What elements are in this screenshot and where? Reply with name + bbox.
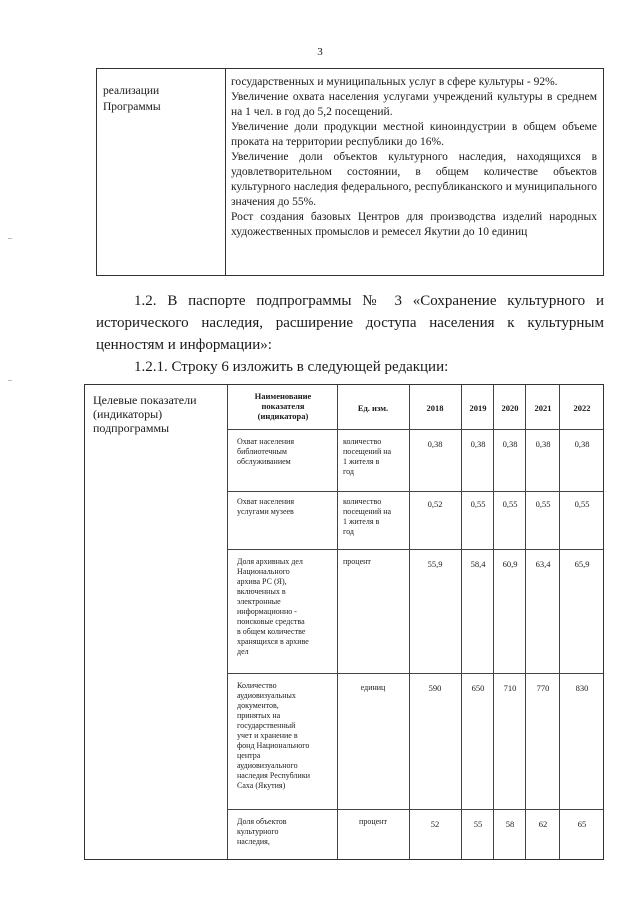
cell-line: процент: [343, 557, 371, 566]
row-2-2020: 0,55: [502, 499, 518, 509]
top-table-left-label: [103, 83, 161, 115]
row-divider: [227, 809, 603, 810]
result-paragraph: Увеличение доли объектов культурного наследия, находящихся в удовлетворительном состоянии, в общем количестве объектов культурного наследия федерального, республиканского и муниципального значения до 55%.: [231, 151, 597, 208]
header-indicator: [233, 391, 333, 421]
cell-line: Количество: [237, 681, 277, 690]
cell-line: Саха (Якутия): [237, 781, 286, 790]
cell-line: библиотечным: [237, 447, 287, 456]
row-divider: [227, 549, 603, 550]
header-year-2022: 2022: [573, 403, 591, 413]
cell-line: аудиовизуального: [237, 761, 298, 770]
row-3-2018: 55,9: [427, 559, 443, 569]
col-divider: [461, 385, 462, 859]
paragraph-1-2-text: 1.2. В паспорте подпрограммы № 3 «Сохранение культурного и исторического наследия, расширение доступа населения к культурным ценностям и информации»:: [96, 293, 604, 353]
goal-label: [93, 393, 197, 435]
cell-line: количество: [343, 497, 382, 506]
header-year-2021: 2021: [534, 403, 552, 413]
row-2-name: [237, 497, 333, 517]
cell-line: наследия Республики: [237, 771, 310, 780]
cell-line: электронные: [237, 597, 281, 606]
cell-line: обслуживанием: [237, 457, 291, 466]
row-1-2018: 0,38: [427, 439, 443, 449]
cell-line: услугами музеев: [237, 507, 294, 516]
row-5-2022: 65: [577, 819, 587, 829]
paragraph-1-2: [96, 290, 604, 356]
col-divider: [559, 385, 560, 859]
row-divider: [227, 429, 603, 430]
cell-line: Доля архивных дел: [237, 557, 303, 566]
cell-line: наследия,: [237, 837, 270, 846]
cell-line: документов,: [237, 701, 279, 710]
row-4-name: [237, 681, 335, 791]
goal-label-line: подпрограммы: [93, 421, 170, 435]
top-table-right-text: [231, 75, 597, 240]
cell-line: центра: [237, 751, 261, 760]
row-3-name: [237, 557, 335, 657]
cell-line: поисковые средства: [237, 617, 305, 626]
row-5-unit: [339, 817, 407, 827]
cell-line: Национального: [237, 567, 290, 576]
row-5-name: [237, 817, 335, 847]
margin-mark: [8, 238, 12, 239]
row-5-2019: 55: [473, 819, 483, 829]
col-divider: [493, 385, 494, 859]
result-paragraph: Рост создания базовых Центров для производства изделий народных художественных промыслов и ремесел Якутии до 10 единиц: [231, 211, 597, 238]
cell-line: единиц: [360, 683, 386, 692]
header-year-2020: 2020: [501, 403, 519, 413]
row-2-2021: 0,55: [535, 499, 551, 509]
cell-line: Охват населения: [237, 497, 295, 506]
cell-line: культурного: [237, 827, 279, 836]
cell-line: в общем количестве: [237, 627, 306, 636]
row-3-2022: 65,9: [574, 559, 590, 569]
row-3-2021: 63,4: [535, 559, 551, 569]
row-1-2021: 0,38: [535, 439, 551, 449]
row-2-2018: 0,52: [427, 499, 443, 509]
row-4-2018: 590: [428, 683, 442, 693]
row-2-2019: 0,55: [470, 499, 486, 509]
row-5-2020: 58: [505, 819, 515, 829]
cell-line: 1 жителя в: [343, 517, 380, 526]
row-4-2021: 770: [536, 683, 550, 693]
row-1-unit: [343, 437, 407, 477]
margin-mark: [8, 380, 12, 381]
cell-line: учет и хранение в: [237, 731, 298, 740]
row-3-2019: 58,4: [470, 559, 486, 569]
row-1-2019: 0,38: [470, 439, 486, 449]
cell-line: посещений на: [343, 447, 392, 456]
cell-line: количество: [343, 437, 382, 446]
cell-line: государственный: [237, 721, 296, 730]
header-unit: Ед. изм.: [357, 403, 389, 413]
header-line: (индикатора): [257, 411, 309, 421]
cell-line: аудиовизуальных: [237, 691, 296, 700]
cell-line: информационно -: [237, 607, 297, 616]
row-divider: [227, 491, 603, 492]
cell-line: фонд Национального: [237, 741, 310, 750]
cell-line: архива РС (Я),: [237, 577, 287, 586]
paragraph-1-2-1: 1.2.1. Строку 6 изложить в следующей редакции:: [134, 359, 449, 375]
row-1-name: [237, 437, 333, 467]
header-year-2019: 2019: [469, 403, 487, 413]
header-line: Наименование: [254, 391, 312, 401]
page-number: 3: [317, 46, 323, 58]
result-paragraph: Увеличение доли продукции местной киноиндустрии в общем объеме проката на территории республики до 16%.: [231, 121, 597, 148]
indicators-table: [84, 384, 604, 860]
row-5-2018: 52: [430, 819, 440, 829]
cell-line: год: [343, 467, 354, 476]
top-table: [96, 68, 604, 276]
top-table-divider: [225, 69, 226, 275]
header-year-2018: 2018: [426, 403, 444, 413]
result-paragraph: государственных и муниципальных услуг в сфере культуры - 92%.: [231, 76, 558, 88]
header-line: показателя: [261, 401, 305, 411]
cell-line: процент: [359, 817, 387, 826]
cell-line: хранящихся в архиве: [237, 637, 309, 646]
cell-line: дел: [237, 647, 249, 656]
col-divider: [409, 385, 410, 859]
row-2-unit: [343, 497, 407, 537]
cell-line: принятых на: [237, 711, 281, 720]
cell-line: год: [343, 527, 354, 536]
goal-label-line: (индикаторы): [93, 407, 163, 421]
row-1-2022: 0,38: [574, 439, 590, 449]
left-label-line: реализации: [103, 85, 160, 97]
row-4-2020: 710: [503, 683, 517, 693]
cell-line: Доля объектов: [237, 817, 287, 826]
cell-line: включенных в: [237, 587, 286, 596]
col-divider: [227, 385, 228, 859]
result-paragraph: Увеличение охвата населения услугами учреждений культуры в среднем на 1 чел. в год до 5,2 посещений.: [231, 91, 597, 118]
row-4-unit: [339, 683, 407, 693]
col-divider: [525, 385, 526, 859]
row-4-2022: 830: [575, 683, 589, 693]
row-2-2022: 0,55: [574, 499, 590, 509]
row-1-2020: 0,38: [502, 439, 518, 449]
row-5-2021: 62: [538, 819, 548, 829]
goal-label-line: Целевые показатели: [93, 393, 197, 407]
col-divider: [337, 385, 338, 859]
left-label-line: Программы: [103, 101, 161, 113]
row-4-2019: 650: [471, 683, 485, 693]
row-3-2020: 60,9: [502, 559, 518, 569]
cell-line: Охват населения: [237, 437, 295, 446]
row-divider: [227, 673, 603, 674]
row-3-unit: [343, 557, 407, 567]
cell-line: 1 жителя в: [343, 457, 380, 466]
cell-line: посещений на: [343, 507, 392, 516]
